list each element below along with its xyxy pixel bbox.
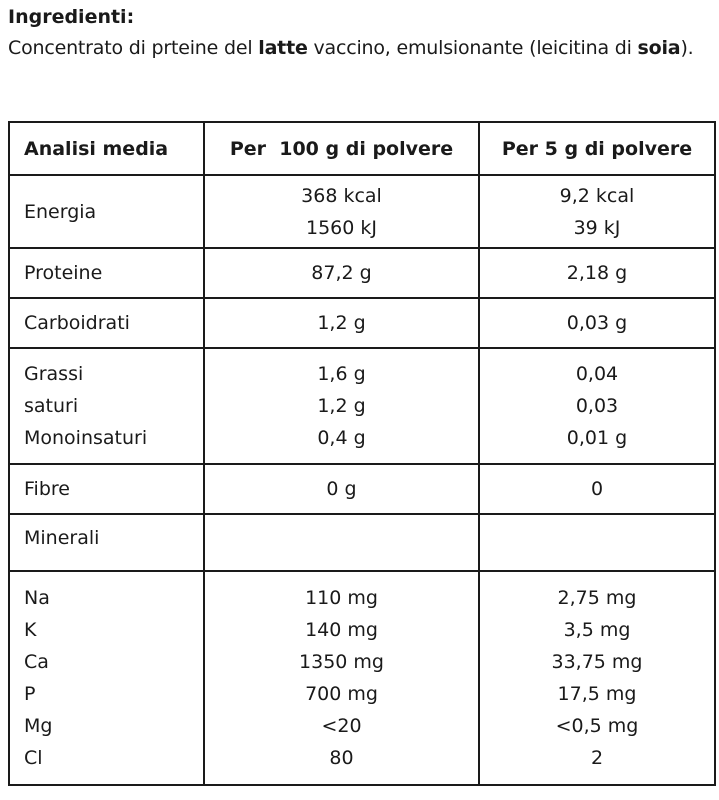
mineral-ca-per-5g: 33,75 mg: [551, 651, 643, 673]
header-analysis: Analisi media: [9, 122, 204, 175]
mineral-ca-per-100g: 1350 mg: [299, 651, 384, 673]
mineral-label-na: Na: [24, 587, 50, 609]
fibre-label: Fibre: [9, 464, 204, 514]
fats-label-saturated: saturi: [24, 395, 79, 417]
fats-per-5g-monounsaturated: 0,01 g: [566, 427, 628, 449]
minerals-header-empty-5g: [479, 514, 715, 571]
ingredients-title: Ingredienti:: [8, 6, 135, 28]
fats-per-5g-saturated: 0,03: [575, 395, 619, 417]
minerals-labels: [9, 571, 204, 785]
table-header-row: [9, 122, 715, 175]
minerals-per-100g: [204, 571, 479, 785]
table-row-minerals: [9, 571, 715, 785]
mineral-label-k: K: [24, 619, 37, 641]
energy-per-5g-kj: 39 kJ: [573, 216, 621, 239]
minerals-header-empty-100g: [204, 514, 479, 571]
mineral-label-cl: Cl: [24, 747, 43, 769]
ingredients-text-part1: Concentrato di prteine del: [8, 37, 259, 59]
ingredients-bold-milk: latte: [258, 37, 308, 59]
ingredients-text: [8, 32, 713, 64]
ingredients-text-part3: ).: [680, 37, 694, 59]
fats-per-100g-total: 1,6 g: [317, 363, 366, 385]
proteins-label: Proteine: [9, 248, 204, 298]
table-row-proteins: [9, 248, 715, 298]
header-per-100g: Per 100 g di polvere: [204, 122, 479, 175]
table-row-minerals-header: [9, 514, 715, 571]
table-row-energy: [9, 175, 715, 248]
header-per-5g: Per 5 g di polvere: [479, 122, 715, 175]
table-row-fibre: [9, 464, 715, 514]
energy-per-5g-kcal: 9,2 kcal: [559, 184, 635, 207]
minerals-label: Minerali: [9, 514, 204, 571]
proteins-per-5g: 2,18 g: [479, 248, 715, 298]
mineral-label-ca: Ca: [24, 651, 49, 673]
mineral-k-per-5g: 3,5 mg: [563, 619, 631, 641]
fats-per-5g: [479, 348, 715, 464]
mineral-p-per-5g: 17,5 mg: [557, 683, 637, 705]
mineral-label-mg: Mg: [24, 715, 53, 737]
energy-label: Energia: [9, 175, 204, 248]
energy-per-100g: [204, 175, 479, 248]
carbs-per-5g: 0,03 g: [479, 298, 715, 348]
fats-per-5g-total: 0,04: [575, 363, 619, 385]
mineral-mg-per-5g: <0,5 mg: [555, 715, 639, 737]
mineral-cl-per-100g: 80: [329, 747, 354, 769]
mineral-cl-per-5g: 2: [590, 747, 604, 769]
ingredients-text-part2: vaccino, emulsionante (leicitina di: [307, 37, 638, 59]
nutrition-table: [8, 121, 716, 786]
mineral-k-per-100g: 140 mg: [305, 619, 378, 641]
ingredients-section: [8, 4, 713, 64]
minerals-per-5g: [479, 571, 715, 785]
fats-labels: [9, 348, 204, 464]
fats-label-monounsaturated: Monoinsaturi: [24, 427, 148, 449]
mineral-label-p: P: [24, 683, 36, 705]
mineral-p-per-100g: 700 mg: [305, 683, 378, 705]
mineral-na-per-5g: 2,75 mg: [557, 587, 637, 609]
table-row-carbs: [9, 298, 715, 348]
ingredients-bold-soy: soia: [637, 37, 681, 59]
energy-per-5g: [479, 175, 715, 248]
fats-per-100g-saturated: 1,2 g: [317, 395, 366, 417]
fats-per-100g: [204, 348, 479, 464]
proteins-per-100g: 87,2 g: [204, 248, 479, 298]
mineral-na-per-100g: 110 mg: [305, 587, 378, 609]
carbs-label: Carboidrati: [9, 298, 204, 348]
fats-per-100g-monounsaturated: 0,4 g: [317, 427, 366, 449]
energy-per-100g-kj: 1560 kJ: [306, 216, 377, 239]
fats-label-total: Grassi: [24, 363, 84, 385]
fibre-per-100g: 0 g: [204, 464, 479, 514]
mineral-mg-per-100g: <20: [321, 715, 362, 737]
carbs-per-100g: 1,2 g: [204, 298, 479, 348]
table-row-fats: [9, 348, 715, 464]
energy-per-100g-kcal: 368 kcal: [301, 184, 382, 207]
fibre-per-5g: 0: [479, 464, 715, 514]
